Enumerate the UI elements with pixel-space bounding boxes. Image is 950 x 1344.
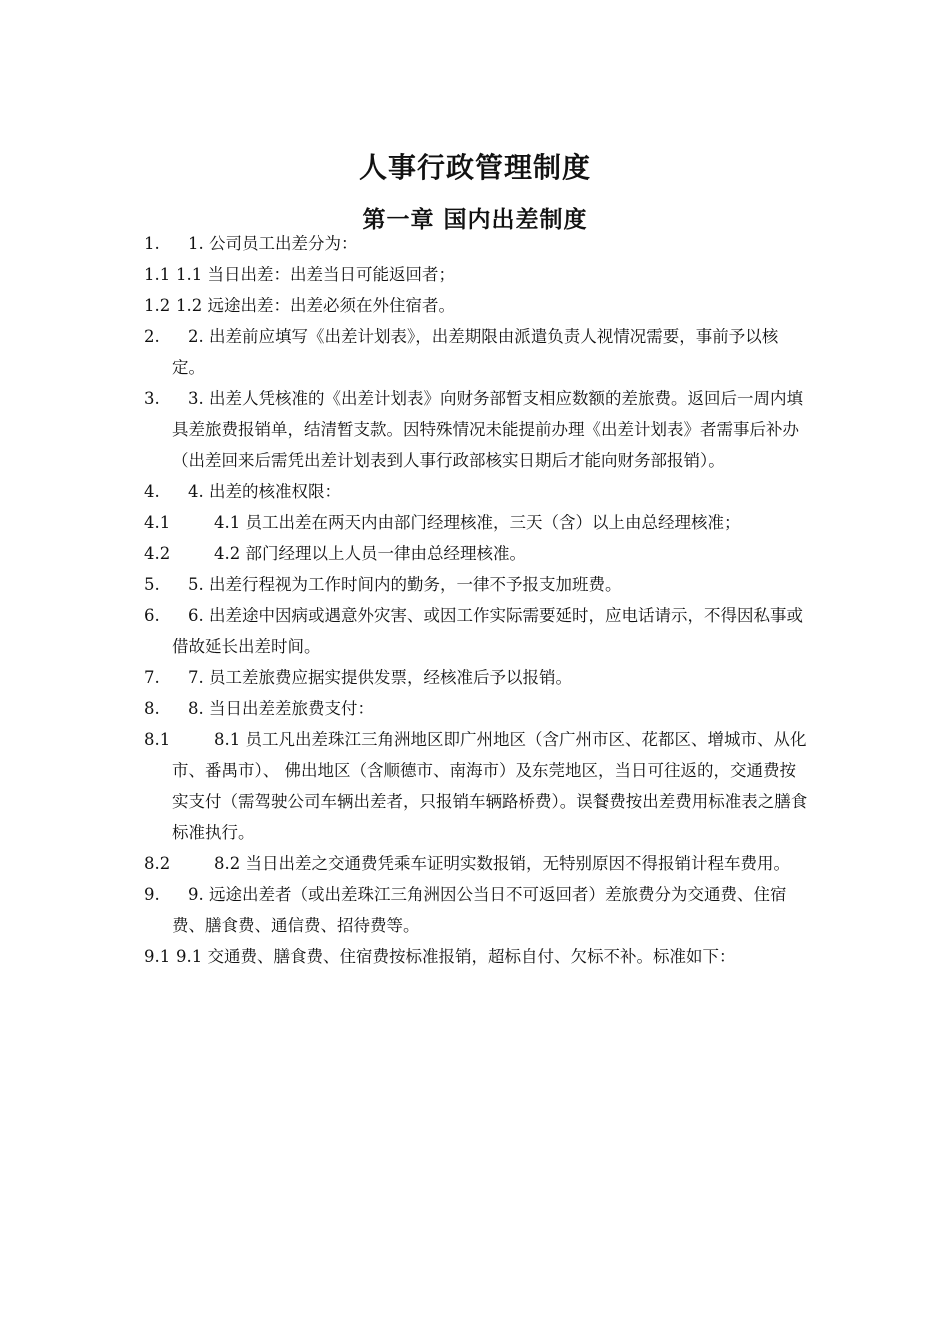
item-text: 8.1 员工凡出差珠江三角洲地区即广州地区（含广州市区、花都区、增城市、从化市、番禺市）、 佛出地区（含顺德市、南海市）及东莞地区，当日可往返的，交通费按实支付（需驾驶公司车辆出差者，只报销车辆路桥费）。误餐费按出差费用标准表之膳食标准执行。 xyxy=(172,730,808,842)
list-item xyxy=(144,383,809,476)
item-number: 6. xyxy=(144,606,160,625)
item-text: 4.2 部门经理以上人员一律由总经理核准。 xyxy=(214,544,526,563)
item-text: 3. 出差人凭核准的《出差计划表》向财务部暂支相应数额的差旅费。返回后一周内填具差旅费报销单，结清暂支款。因特殊情况未能提前办理《出差计划表》者需事后补办（出差回来后需凭出差计划表到人事行政部核实日期后才能向财务部报销）。 xyxy=(172,389,803,470)
item-number: 2. xyxy=(144,327,160,346)
item-number: 4. xyxy=(144,482,160,501)
item-number: 4.1 xyxy=(144,513,171,532)
list-item xyxy=(144,538,809,569)
item-number: 7. xyxy=(144,668,160,687)
item-text: 4. 出差的核准权限： xyxy=(188,482,341,501)
list-item xyxy=(144,848,809,879)
list-item xyxy=(144,693,809,724)
item-text: 2. 出差前应填写《出差计划表》，出差期限由派遣负责人视情况需要，事前予以核定。 xyxy=(172,327,779,377)
item-text: 1.2 远途出差：出差必须在外住宿者。 xyxy=(176,296,455,315)
list-item xyxy=(144,941,809,972)
list-item xyxy=(144,228,809,259)
item-number: 9. xyxy=(144,885,160,904)
list-item xyxy=(144,259,809,290)
item-number: 9.1 xyxy=(144,947,171,966)
item-text: 6. 出差途中因病或遇意外灾害、或因工作实际需要延时，应电话请示，不得因私事或借故延长出差时间。 xyxy=(172,606,803,656)
item-number: 1.2 xyxy=(144,296,171,315)
item-text: 5. 出差行程视为工作时间内的勤务，一律不予报支加班费。 xyxy=(188,575,622,594)
item-number: 8.1 xyxy=(144,730,171,749)
item-number: 8. xyxy=(144,699,160,718)
list-item xyxy=(144,662,809,693)
item-number: 5. xyxy=(144,575,160,594)
item-text: 8. 当日出差差旅费支付： xyxy=(188,699,374,718)
item-text: 1. 公司员工出差分为： xyxy=(188,234,358,253)
document-title: 人事行政管理制度 xyxy=(358,151,591,184)
item-number: 1.1 xyxy=(144,265,171,284)
document-body xyxy=(144,228,809,972)
item-text: 8.2 当日出差之交通费凭乘车证明实数报销，无特别原因不得报销计程车费用。 xyxy=(214,854,790,873)
chapter-title: 第一章 国内出差制度 xyxy=(362,207,588,233)
item-number: 1. xyxy=(144,234,160,253)
item-text: 1.1 当日出差：出差当日可能返回者； xyxy=(176,265,455,284)
item-text: 4.1 员工出差在两天内由部门经理核准，三天（含）以上由总经理核准； xyxy=(214,513,741,532)
item-number: 8.2 xyxy=(144,854,171,873)
list-item xyxy=(144,879,809,941)
list-item xyxy=(144,569,809,600)
list-item xyxy=(144,724,809,848)
list-item xyxy=(144,290,809,321)
list-item xyxy=(144,507,809,538)
item-number: 3. xyxy=(144,389,160,408)
item-text: 9.1 交通费、膳食费、住宿费按标准报销，超标自付、欠标不补。标准如下： xyxy=(176,947,736,966)
list-item xyxy=(144,600,809,662)
item-text: 7. 员工差旅费应据实提供发票，经核准后予以报销。 xyxy=(188,668,572,687)
list-item xyxy=(144,321,809,383)
list-item xyxy=(144,476,809,507)
item-number: 4.2 xyxy=(144,544,171,563)
item-text: 9. 远途出差者（或出差珠江三角洲因公当日不可返回者）差旅费分为交通费、住宿费、膳食费、通信费、招待费等。 xyxy=(172,885,787,935)
